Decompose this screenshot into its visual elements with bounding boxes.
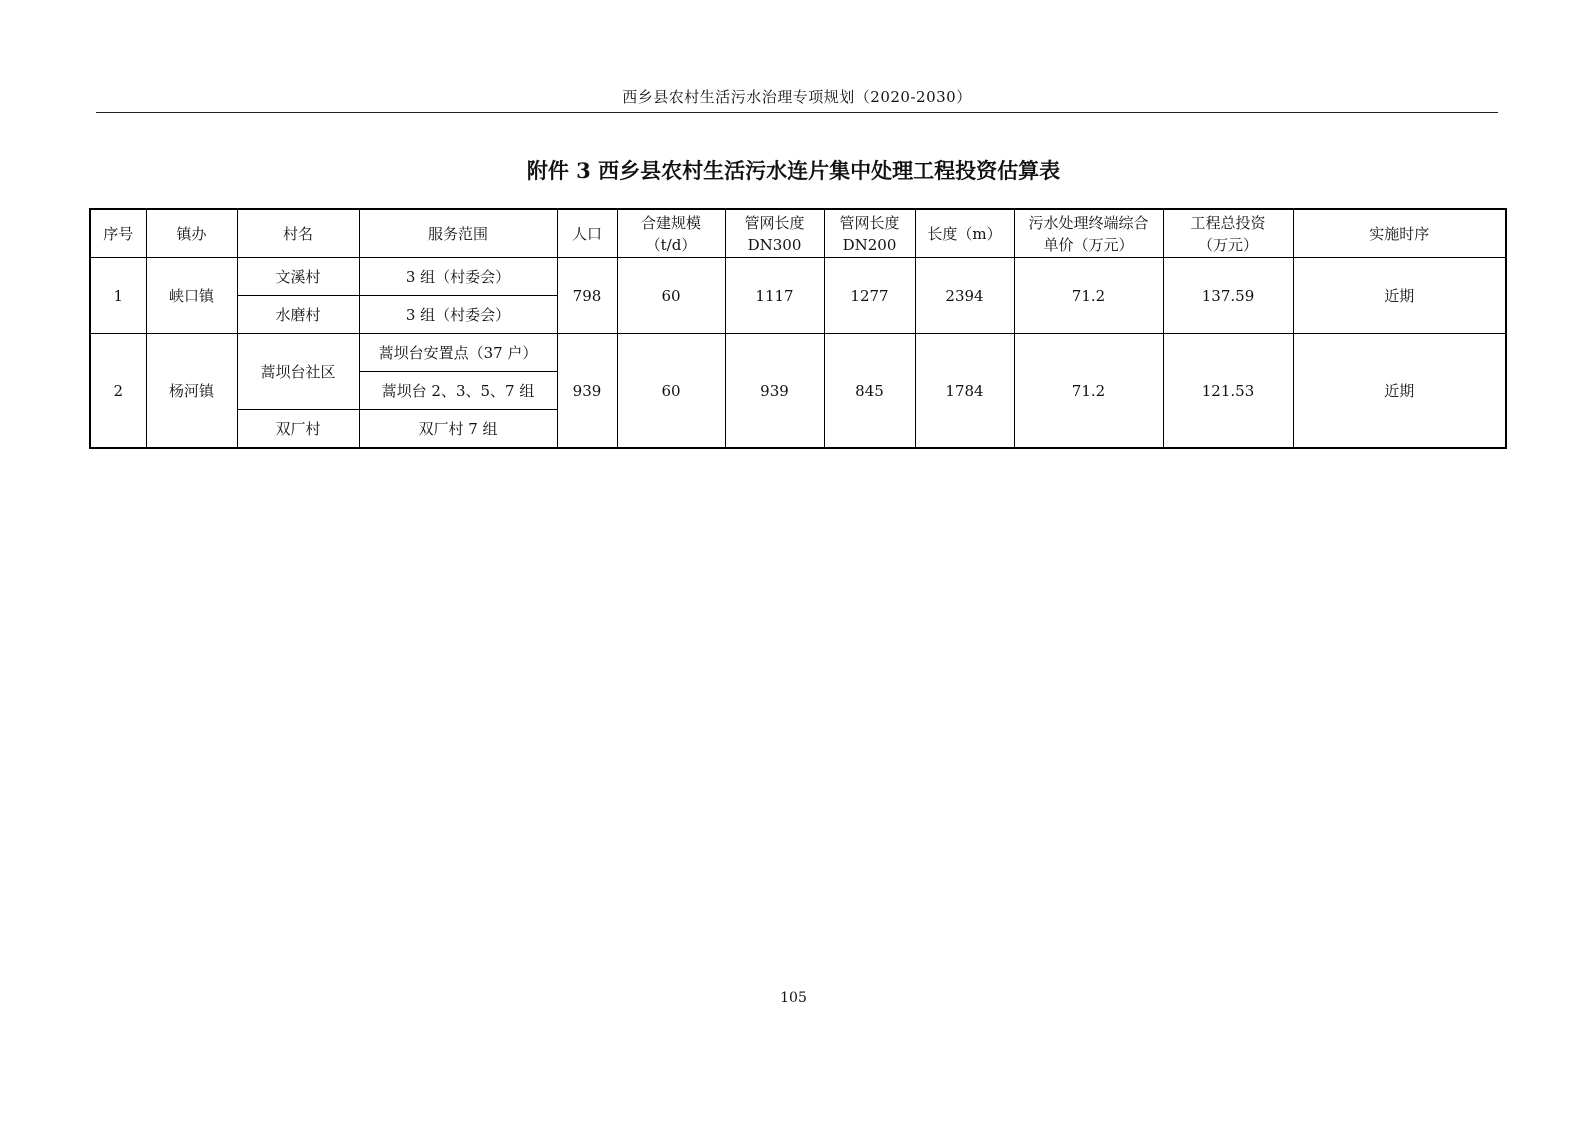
header-unit-price [1014, 209, 1163, 258]
header-total-investment [1163, 209, 1293, 258]
header-seq: 序号 [90, 209, 146, 258]
header-service-scope: 服务范围 [359, 209, 557, 258]
cell-dn300: 939 [725, 334, 824, 449]
header-population: 人口 [557, 209, 617, 258]
cell-village: 水磨村 [237, 296, 359, 334]
header-phase: 实施时序 [1293, 209, 1506, 258]
header-total-line2: （万元） [1197, 235, 1258, 254]
cell-unit-price: 71.2 [1014, 334, 1163, 449]
cell-capacity: 60 [617, 334, 725, 449]
cell-village: 文溪村 [237, 258, 359, 296]
cell-phase: 近期 [1293, 334, 1506, 449]
cell-town: 峡口镇 [146, 258, 237, 334]
header-dn300-line2: DN300 [747, 235, 802, 254]
cell-service-scope: 蒿坝台 2、3、5、7 组 [359, 372, 557, 410]
table-row [90, 334, 1506, 372]
cell-population: 939 [557, 334, 617, 449]
cell-length: 1784 [915, 334, 1014, 449]
cell-service-scope: 3 组（村委会） [359, 296, 557, 334]
page-number: 105 [780, 990, 807, 1006]
cell-service-scope: 3 组（村委会） [359, 258, 557, 296]
cell-dn200: 845 [824, 334, 915, 449]
document-title: 附件 3 西乡县农村生活污水连片集中处理工程投资估算表 [526, 158, 1061, 183]
header-dn200-line1: 管网长度 [839, 213, 900, 232]
cell-dn200: 1277 [824, 258, 915, 334]
header-dn200 [824, 209, 915, 258]
header-capacity [617, 209, 725, 258]
cell-service-scope: 双厂村 7 组 [359, 410, 557, 449]
cell-service-scope: 蒿坝台安置点（37 户） [359, 334, 557, 372]
header-total-line1: 工程总投资 [1190, 213, 1266, 232]
cell-seq: 1 [90, 258, 146, 334]
running-header: 西乡县农村生活污水治理专项规划（2020-2030） [622, 88, 972, 106]
cell-village: 蒿坝台社区 [237, 334, 359, 410]
header-town: 镇办 [146, 209, 237, 258]
cell-population: 798 [557, 258, 617, 334]
cell-phase: 近期 [1293, 258, 1506, 334]
cell-capacity: 60 [617, 258, 725, 334]
header-village: 村名 [237, 209, 359, 258]
table-row [90, 258, 1506, 296]
header-dn200-line2: DN200 [842, 235, 897, 254]
table-header-row [90, 209, 1506, 258]
investment-estimate-table [89, 208, 1507, 449]
header-dn300 [725, 209, 824, 258]
header-capacity-line1: 合建规模 [640, 213, 701, 232]
header-rule [96, 112, 1498, 113]
cell-total-investment: 137.59 [1163, 258, 1293, 334]
cell-length: 2394 [915, 258, 1014, 334]
header-length: 长度（m） [915, 209, 1014, 258]
cell-unit-price: 71.2 [1014, 258, 1163, 334]
cell-village: 双厂村 [237, 410, 359, 449]
cell-seq: 2 [90, 334, 146, 449]
header-unit-price-line2: 单价（万元） [1043, 235, 1134, 254]
header-dn300-line1: 管网长度 [744, 213, 805, 232]
header-unit-price-line1: 污水处理终端综合 [1028, 213, 1149, 232]
header-capacity-line2: （t/d） [645, 235, 697, 254]
cell-dn300: 1117 [725, 258, 824, 334]
cell-total-investment: 121.53 [1163, 334, 1293, 449]
cell-town: 杨河镇 [146, 334, 237, 449]
